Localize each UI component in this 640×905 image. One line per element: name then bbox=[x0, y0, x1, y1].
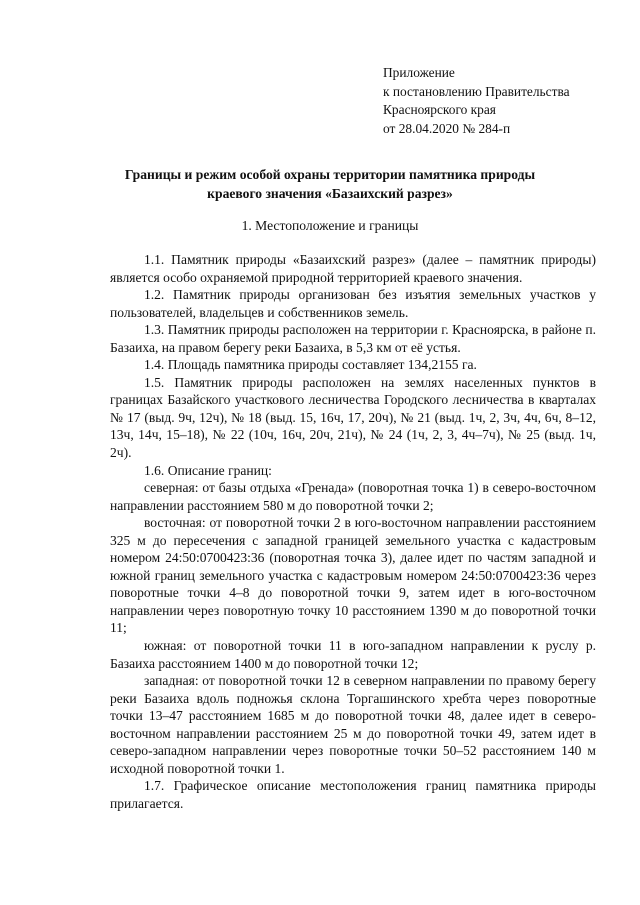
appendix-header bbox=[383, 64, 613, 138]
boundary-north: северная: от базы отдыха «Гренада» (поворотная точка 1) в северо-восточном направлении расстоянием 580 м до поворотной точки 2; bbox=[110, 480, 596, 513]
paragraph-1-2: 1.2. Памятник природы организован без изъятия земельных участков у пользователей, владельцев и собственников земель. bbox=[110, 287, 596, 320]
appendix-line: к постановлению Правительства bbox=[383, 83, 570, 99]
title-line: Границы и режим особой охраны территории памятника природы bbox=[124, 167, 536, 182]
appendix-line: от 28.04.2020 № 284-п bbox=[383, 120, 511, 136]
paragraph-1-6: 1.6. Описание границ: bbox=[144, 462, 272, 478]
document-title bbox=[70, 166, 590, 203]
section-heading: 1. Местоположение и границы bbox=[241, 218, 419, 233]
paragraph-1-5: 1.5. Памятник природы расположен на землях населенных пунктов в границах Базайского участкового лесничества Городского лесничества в кварталах № 17 (выд. 9ч, 12ч), № 18 (выд. 15, 16ч, 17, 20ч), № 21 (выд. 1ч, 2, 3ч, 4ч, 6ч, 8–12, 13ч, 14ч, 15–18), № 22 (10ч, 16ч, 20ч, 21ч), № 24 (1ч, 2, 3, 4ч–7ч), № 25 (выд. 1ч, 2ч). bbox=[110, 374, 596, 461]
paragraph-1-1: 1.1. Памятник природы «Базаихский разрез» (далее – памятник природы) является особо охраняемой природной территорией краевого значения. bbox=[110, 252, 596, 285]
boundary-west: западная: от поворотной точки 12 в северном направлении по правому берегу реки Базаиха вдоль подножья склона Торгашинского хребта через поворотные точки 13–47 расстоянием 1685 м до поворотной точки 48, далее идет в северо-восточном направлении расстоянием 25 м до поворотной точки 49, затем идет в северо-западном направлении через поворотные точки 50–52 расстоянием 140 м исходной поворотной точки 1. bbox=[110, 673, 596, 776]
boundary-south: южная: от поворотной точки 11 в юго-западном направлении к руслу р. Базаиха расстоянием 1400 м до поворотной точки 12; bbox=[110, 638, 596, 671]
paragraph-1-7: 1.7. Графическое описание местоположения границ памятника природы прилагается. bbox=[110, 778, 596, 811]
appendix-line: Приложение bbox=[383, 65, 455, 80]
boundary-east: восточная: от поворотной точки 2 в юго-восточном направлении расстоянием 325 м до пересечения с западной границей земельного участка с кадастровым номером 24:50:0700423:36 (поворотная точка 3), далее идет по частям западной и южной границ земельного участка с кадастровым номером 24:50:0700423:36 через поворотные точки 4–8 до поворотной точки 9, затем идет в юго-восточном направлении через поворотную точку 10 расстоянием 1390 м до поворотной точки 11; bbox=[110, 515, 596, 636]
section-body bbox=[110, 251, 596, 813]
paragraph-1-3: 1.3. Памятник природы расположен на территории г. Красноярска, в районе п. Базаиха, на правом берегу реки Базаиха, в 5,3 км от её устья. bbox=[110, 322, 596, 355]
title-line: краевого значения «Базаихский разрез» bbox=[207, 185, 453, 201]
appendix-line: Красноярского края bbox=[383, 102, 496, 118]
paragraph-1-4: 1.4. Площадь памятника природы составляет 134,2155 га. bbox=[144, 357, 477, 373]
